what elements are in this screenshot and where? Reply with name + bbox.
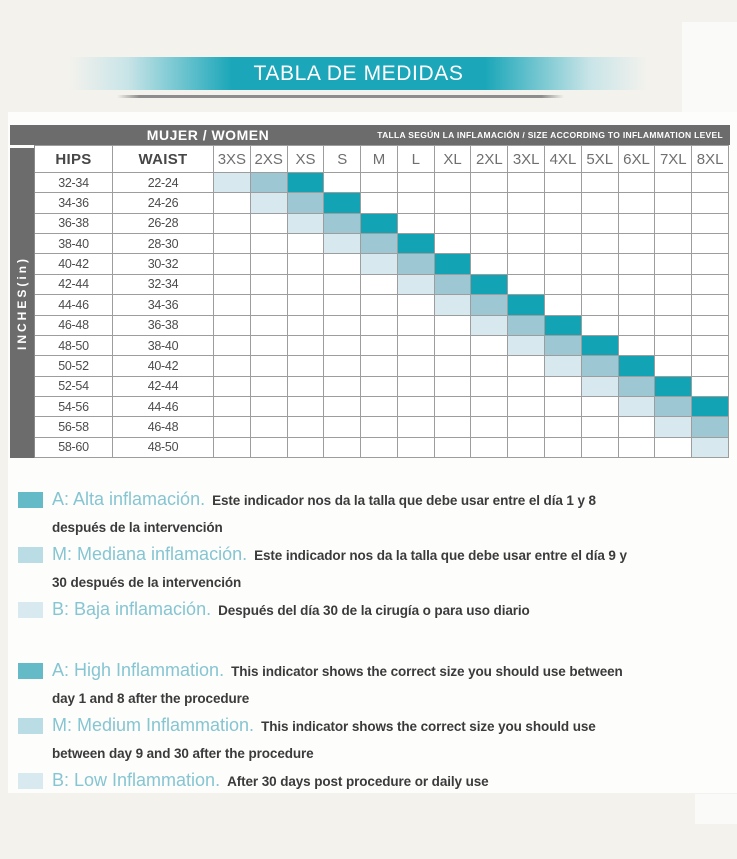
waist-cell: 42-44 bbox=[113, 377, 214, 397]
size-cell bbox=[471, 336, 508, 356]
size-cell bbox=[361, 356, 398, 376]
size-cell bbox=[398, 254, 435, 274]
size-cell bbox=[361, 336, 398, 356]
legend-description: After 30 days post procedure or daily use bbox=[227, 774, 489, 789]
legend-item bbox=[18, 767, 718, 795]
size-cell bbox=[398, 173, 435, 193]
size-cell bbox=[288, 193, 325, 213]
size-cell bbox=[398, 417, 435, 437]
size-cell bbox=[288, 397, 325, 417]
size-cell bbox=[435, 234, 472, 254]
size-cell bbox=[619, 316, 656, 336]
hips-cell: 54-56 bbox=[35, 397, 113, 417]
legend-item bbox=[18, 596, 718, 624]
size-cell bbox=[655, 397, 692, 417]
size-cell bbox=[545, 295, 582, 315]
size-cell bbox=[471, 234, 508, 254]
size-cell bbox=[508, 295, 545, 315]
size-cell bbox=[508, 336, 545, 356]
size-cell bbox=[288, 336, 325, 356]
waist-cell: 36-38 bbox=[113, 316, 214, 336]
size-cell bbox=[251, 438, 288, 458]
size-cell bbox=[655, 295, 692, 315]
size-cell bbox=[508, 275, 545, 295]
column-header: HIPS bbox=[35, 146, 113, 173]
size-cell bbox=[288, 356, 325, 376]
size-cell bbox=[398, 356, 435, 376]
size-cell bbox=[324, 356, 361, 376]
size-cell bbox=[214, 336, 251, 356]
size-cell bbox=[214, 438, 251, 458]
hips-cell: 56-58 bbox=[35, 417, 113, 437]
size-cell bbox=[361, 316, 398, 336]
size-cell bbox=[214, 295, 251, 315]
size-cell bbox=[288, 295, 325, 315]
size-cell bbox=[361, 234, 398, 254]
size-cell bbox=[324, 214, 361, 234]
size-cell bbox=[471, 438, 508, 458]
size-cell bbox=[435, 397, 472, 417]
size-cell bbox=[619, 336, 656, 356]
size-cell bbox=[619, 275, 656, 295]
waist-cell: 32-34 bbox=[113, 275, 214, 295]
size-cell bbox=[582, 316, 619, 336]
size-cell bbox=[435, 417, 472, 437]
size-cell bbox=[508, 193, 545, 213]
size-cell bbox=[508, 397, 545, 417]
size-cell bbox=[692, 438, 729, 458]
size-cell bbox=[214, 417, 251, 437]
size-cell bbox=[471, 214, 508, 234]
size-cell bbox=[435, 377, 472, 397]
size-cell bbox=[692, 193, 729, 213]
size-cell bbox=[655, 356, 692, 376]
size-cell bbox=[288, 316, 325, 336]
size-cell bbox=[251, 417, 288, 437]
size-cell bbox=[251, 173, 288, 193]
size-cell bbox=[251, 316, 288, 336]
size-cell bbox=[398, 193, 435, 213]
size-cell bbox=[619, 397, 656, 417]
background-artifact-bottom-right bbox=[695, 794, 737, 824]
legend-description-continued: day 1 and 8 after the procedure bbox=[52, 691, 250, 706]
page-title: TABLA DE MEDIDAS bbox=[253, 61, 464, 85]
size-cell bbox=[471, 275, 508, 295]
size-column-header: S bbox=[324, 146, 361, 173]
hips-cell: 42-44 bbox=[35, 275, 113, 295]
size-cell bbox=[692, 356, 729, 376]
size-cell bbox=[508, 254, 545, 274]
size-cell bbox=[471, 193, 508, 213]
size-cell bbox=[692, 397, 729, 417]
size-cell bbox=[288, 377, 325, 397]
size-cell bbox=[214, 173, 251, 193]
size-cell bbox=[471, 417, 508, 437]
size-cell bbox=[545, 377, 582, 397]
size-cell bbox=[545, 336, 582, 356]
size-cell bbox=[361, 377, 398, 397]
legend-color-swatch bbox=[18, 773, 43, 789]
legend-title: A: High Inflammation. bbox=[52, 660, 225, 680]
size-cell bbox=[324, 417, 361, 437]
size-cell bbox=[435, 254, 472, 274]
size-column-header: L bbox=[398, 146, 435, 173]
title-underline bbox=[117, 95, 564, 98]
waist-cell: 28-30 bbox=[113, 234, 214, 254]
size-cell bbox=[251, 254, 288, 274]
legend-title: B: Baja inflamación. bbox=[52, 599, 212, 619]
size-cell bbox=[251, 193, 288, 213]
size-cell bbox=[361, 397, 398, 417]
size-cell bbox=[471, 377, 508, 397]
hips-cell: 48-50 bbox=[35, 336, 113, 356]
legend-description-continued: después de la intervención bbox=[52, 520, 223, 535]
legend-item bbox=[18, 657, 718, 712]
size-cell bbox=[619, 295, 656, 315]
size-cell bbox=[435, 193, 472, 213]
size-cell bbox=[545, 417, 582, 437]
size-cell bbox=[692, 214, 729, 234]
size-cell bbox=[214, 377, 251, 397]
hips-cell: 40-42 bbox=[35, 254, 113, 274]
size-cell bbox=[398, 438, 435, 458]
size-cell bbox=[214, 193, 251, 213]
size-cell bbox=[582, 397, 619, 417]
legend-description: Este indicador nos da la talla que debe usar entre el día 9 y bbox=[254, 548, 627, 563]
size-column-header: 4XL bbox=[545, 146, 582, 173]
size-cell bbox=[324, 275, 361, 295]
size-cell bbox=[324, 234, 361, 254]
hips-cell: 50-52 bbox=[35, 356, 113, 376]
size-cell bbox=[471, 316, 508, 336]
size-cell bbox=[655, 234, 692, 254]
legend-description: Después del día 30 de la cirugía o para uso diario bbox=[218, 603, 530, 618]
size-cell bbox=[508, 234, 545, 254]
size-cell bbox=[655, 417, 692, 437]
size-cell bbox=[582, 234, 619, 254]
title-banner bbox=[70, 57, 647, 90]
size-cell bbox=[655, 377, 692, 397]
size-cell bbox=[545, 316, 582, 336]
hips-cell: 52-54 bbox=[35, 377, 113, 397]
size-cell bbox=[545, 214, 582, 234]
size-cell bbox=[398, 295, 435, 315]
size-cell bbox=[361, 193, 398, 213]
size-cell bbox=[471, 295, 508, 315]
hips-cell: 38-40 bbox=[35, 234, 113, 254]
size-column-header: 6XL bbox=[619, 146, 656, 173]
size-cell bbox=[435, 275, 472, 295]
size-cell bbox=[435, 356, 472, 376]
size-cell bbox=[582, 356, 619, 376]
size-cell bbox=[288, 417, 325, 437]
size-cell bbox=[251, 234, 288, 254]
size-cell bbox=[251, 275, 288, 295]
size-cell bbox=[619, 356, 656, 376]
waist-cell: 38-40 bbox=[113, 336, 214, 356]
size-cell bbox=[288, 214, 325, 234]
size-cell bbox=[582, 214, 619, 234]
size-cell bbox=[361, 295, 398, 315]
size-cell bbox=[251, 214, 288, 234]
legend-color-swatch bbox=[18, 602, 43, 618]
hips-cell: 46-48 bbox=[35, 316, 113, 336]
background-artifact-top-right bbox=[682, 22, 737, 112]
size-cell bbox=[398, 336, 435, 356]
legend-description-continued: between day 9 and 30 after the procedure bbox=[52, 746, 314, 761]
legend-description: This indicator shows the correct size you should use bbox=[261, 719, 596, 734]
size-cell bbox=[214, 275, 251, 295]
size-cell bbox=[655, 336, 692, 356]
size-cell bbox=[655, 275, 692, 295]
size-cell bbox=[619, 417, 656, 437]
waist-cell: 40-42 bbox=[113, 356, 214, 376]
waist-cell: 24-26 bbox=[113, 193, 214, 213]
size-cell bbox=[251, 397, 288, 417]
size-cell bbox=[692, 316, 729, 336]
size-cell bbox=[214, 214, 251, 234]
size-cell bbox=[582, 417, 619, 437]
size-cell bbox=[655, 193, 692, 213]
size-column-header: XL bbox=[435, 146, 472, 173]
size-cell bbox=[655, 438, 692, 458]
size-cell bbox=[324, 295, 361, 315]
size-cell bbox=[398, 214, 435, 234]
legend-title: M: Mediana inflamación. bbox=[52, 544, 248, 564]
size-table bbox=[34, 145, 729, 458]
size-cell bbox=[288, 234, 325, 254]
size-cell bbox=[398, 316, 435, 336]
size-cell bbox=[582, 438, 619, 458]
legend-title: B: Low Inflammation. bbox=[52, 770, 221, 790]
size-cell bbox=[398, 234, 435, 254]
hips-cell: 36-38 bbox=[35, 214, 113, 234]
size-cell bbox=[692, 173, 729, 193]
size-cell bbox=[545, 173, 582, 193]
size-cell bbox=[692, 377, 729, 397]
size-cell bbox=[251, 356, 288, 376]
size-cell bbox=[582, 254, 619, 274]
legend-color-swatch bbox=[18, 718, 43, 734]
size-column-header: 8XL bbox=[692, 146, 729, 173]
size-cell bbox=[471, 254, 508, 274]
size-cell bbox=[582, 295, 619, 315]
size-cell bbox=[545, 275, 582, 295]
size-column-header: 2XS bbox=[251, 146, 288, 173]
waist-cell: 30-32 bbox=[113, 254, 214, 274]
size-cell bbox=[692, 417, 729, 437]
size-cell bbox=[251, 377, 288, 397]
size-cell bbox=[508, 377, 545, 397]
size-column-header: 2XL bbox=[471, 146, 508, 173]
size-cell bbox=[692, 295, 729, 315]
waist-cell: 26-28 bbox=[113, 214, 214, 234]
size-cell bbox=[508, 316, 545, 336]
size-cell bbox=[655, 316, 692, 336]
size-cell bbox=[582, 193, 619, 213]
waist-cell: 48-50 bbox=[113, 438, 214, 458]
size-cell bbox=[619, 254, 656, 274]
size-column-header: XS bbox=[288, 146, 325, 173]
table-subtitle-inflammation: TALLA SEGÚN LA INFLAMACIÓN / SIZE ACCORDING TO INFLAMMATION LEVEL bbox=[377, 130, 723, 140]
size-cell bbox=[619, 173, 656, 193]
size-cell bbox=[655, 214, 692, 234]
size-cell bbox=[361, 275, 398, 295]
legend-item bbox=[18, 486, 718, 541]
size-cell bbox=[619, 377, 656, 397]
size-column-header: 3XL bbox=[508, 146, 545, 173]
size-cell bbox=[324, 438, 361, 458]
size-cell bbox=[471, 173, 508, 193]
size-cell bbox=[324, 193, 361, 213]
hips-cell: 34-36 bbox=[35, 193, 113, 213]
size-cell bbox=[251, 295, 288, 315]
size-cell bbox=[545, 397, 582, 417]
legend-spanish bbox=[18, 486, 718, 624]
size-cell bbox=[361, 173, 398, 193]
size-cell bbox=[508, 173, 545, 193]
size-cell bbox=[582, 275, 619, 295]
size-cell bbox=[361, 214, 398, 234]
size-cell bbox=[471, 356, 508, 376]
size-cell bbox=[288, 173, 325, 193]
legend-item bbox=[18, 712, 718, 767]
units-sidebar bbox=[10, 148, 34, 458]
size-cell bbox=[288, 275, 325, 295]
size-cell bbox=[288, 254, 325, 274]
size-cell bbox=[214, 397, 251, 417]
waist-cell: 22-24 bbox=[113, 173, 214, 193]
legend-color-swatch bbox=[18, 663, 43, 679]
legend-item bbox=[18, 541, 718, 596]
waist-cell: 46-48 bbox=[113, 417, 214, 437]
size-cell bbox=[288, 438, 325, 458]
legend-title: A: Alta inflamación. bbox=[52, 489, 206, 509]
size-cell bbox=[251, 336, 288, 356]
size-cell bbox=[545, 438, 582, 458]
size-cell bbox=[435, 173, 472, 193]
legend-color-swatch bbox=[18, 547, 43, 563]
size-cell bbox=[655, 254, 692, 274]
size-cell bbox=[545, 234, 582, 254]
size-column-header: 7XL bbox=[655, 146, 692, 173]
size-cell bbox=[435, 295, 472, 315]
hips-cell: 32-34 bbox=[35, 173, 113, 193]
size-cell bbox=[214, 356, 251, 376]
size-cell bbox=[692, 336, 729, 356]
size-cell bbox=[545, 356, 582, 376]
size-cell bbox=[692, 254, 729, 274]
size-cell bbox=[619, 438, 656, 458]
size-cell bbox=[361, 438, 398, 458]
size-cell bbox=[619, 234, 656, 254]
size-cell bbox=[361, 254, 398, 274]
size-cell bbox=[582, 377, 619, 397]
size-cell bbox=[582, 173, 619, 193]
size-cell bbox=[398, 377, 435, 397]
waist-cell: 44-46 bbox=[113, 397, 214, 417]
size-cell bbox=[324, 254, 361, 274]
legend-description: This indicator shows the correct size you should use between bbox=[231, 664, 623, 679]
size-cell bbox=[655, 173, 692, 193]
legend-english bbox=[18, 657, 718, 795]
size-cell bbox=[508, 417, 545, 437]
waist-cell: 34-36 bbox=[113, 295, 214, 315]
size-cell bbox=[619, 193, 656, 213]
size-cell bbox=[398, 397, 435, 417]
size-cell bbox=[435, 438, 472, 458]
table-title-women: MUJER / WOMEN bbox=[146, 127, 270, 143]
size-cell bbox=[214, 254, 251, 274]
size-cell bbox=[324, 397, 361, 417]
size-cell bbox=[435, 214, 472, 234]
size-cell bbox=[324, 336, 361, 356]
legend-title: M: Medium Inflammation. bbox=[52, 715, 255, 735]
size-cell bbox=[508, 356, 545, 376]
hips-cell: 58-60 bbox=[35, 438, 113, 458]
size-cell bbox=[398, 275, 435, 295]
column-header: WAIST bbox=[113, 146, 214, 173]
legend-description: Este indicador nos da la talla que debe usar entre el día 1 y 8 bbox=[212, 493, 596, 508]
size-cell bbox=[619, 214, 656, 234]
size-cell bbox=[361, 417, 398, 437]
size-cell bbox=[435, 336, 472, 356]
size-cell bbox=[214, 234, 251, 254]
size-cell bbox=[214, 316, 251, 336]
size-cell bbox=[692, 275, 729, 295]
size-cell bbox=[471, 397, 508, 417]
size-column-header: 5XL bbox=[582, 146, 619, 173]
size-cell bbox=[508, 438, 545, 458]
size-cell bbox=[582, 336, 619, 356]
size-cell bbox=[324, 173, 361, 193]
size-cell bbox=[508, 214, 545, 234]
legend-description-continued: 30 después de la intervención bbox=[52, 575, 242, 590]
size-column-header: 3XS bbox=[214, 146, 251, 173]
size-cell bbox=[545, 254, 582, 274]
legend-color-swatch bbox=[18, 492, 43, 508]
size-cell bbox=[324, 377, 361, 397]
hips-cell: 44-46 bbox=[35, 295, 113, 315]
size-cell bbox=[545, 193, 582, 213]
size-column-header: M bbox=[361, 146, 398, 173]
table-header-bar bbox=[10, 125, 730, 145]
units-label: INCHES(in) bbox=[15, 256, 29, 350]
size-cell bbox=[692, 234, 729, 254]
size-cell bbox=[324, 316, 361, 336]
size-cell bbox=[435, 316, 472, 336]
